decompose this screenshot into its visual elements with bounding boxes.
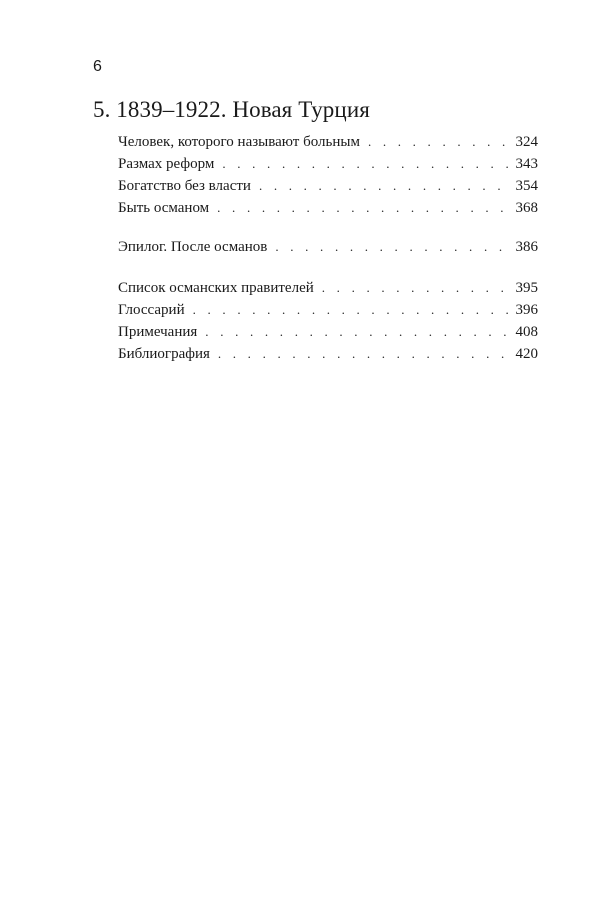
- toc-entry-title: Человек, которого называют больным: [118, 134, 360, 150]
- page-number: 6: [93, 58, 102, 75]
- toc-entry[interactable]: [118, 321, 538, 343]
- dot-leader: [275, 236, 509, 258]
- toc-entry-page: 368: [515, 200, 538, 216]
- dot-leader: [322, 277, 510, 299]
- toc-entry-page: 408: [515, 324, 538, 340]
- toc-entry[interactable]: [118, 236, 538, 258]
- toc-entry-title: Список османских правителей: [118, 280, 314, 296]
- toc-entry-page: 395: [515, 280, 538, 296]
- toc-section-appendices: [118, 277, 538, 365]
- toc-entry[interactable]: [118, 131, 538, 153]
- toc-entry-title: Библиография: [118, 346, 210, 362]
- toc-entry-title: Быть османом: [118, 200, 210, 216]
- toc-section-epilogue: [118, 236, 538, 258]
- toc-entry[interactable]: [118, 277, 538, 299]
- dot-leader: [259, 175, 510, 197]
- toc-entry[interactable]: [118, 153, 538, 175]
- dot-leader: [218, 343, 510, 365]
- dot-leader: [193, 299, 510, 321]
- toc-entry[interactable]: [118, 299, 538, 321]
- toc-entry-title: Эпилог. После османов: [118, 239, 268, 255]
- toc-entry-page: 354: [515, 178, 538, 194]
- toc-entry-page: 420: [515, 346, 538, 362]
- dot-leader: [368, 131, 510, 153]
- toc-entry[interactable]: [118, 175, 538, 197]
- toc-entry-page: 386: [515, 239, 538, 255]
- toc-entry-title: Богатство без власти: [118, 178, 251, 194]
- toc-section-chapter-5: [118, 131, 538, 219]
- toc-entry-page: 343: [515, 156, 538, 172]
- toc-entry[interactable]: [118, 343, 538, 365]
- toc-entry-title: Примечания: [118, 324, 198, 340]
- dot-leader: [217, 197, 509, 219]
- dot-leader: [222, 153, 509, 175]
- dot-leader: [205, 321, 509, 343]
- toc-entry-page: 324: [515, 134, 538, 150]
- toc-entry-title: Размах реформ: [118, 156, 215, 172]
- toc-entry-title: Глоссарий: [118, 302, 185, 318]
- toc-entry[interactable]: [118, 197, 538, 219]
- toc-entry-page: 396: [515, 302, 538, 318]
- chapter-title: 5. 1839–1922. Новая Турция: [93, 97, 370, 122]
